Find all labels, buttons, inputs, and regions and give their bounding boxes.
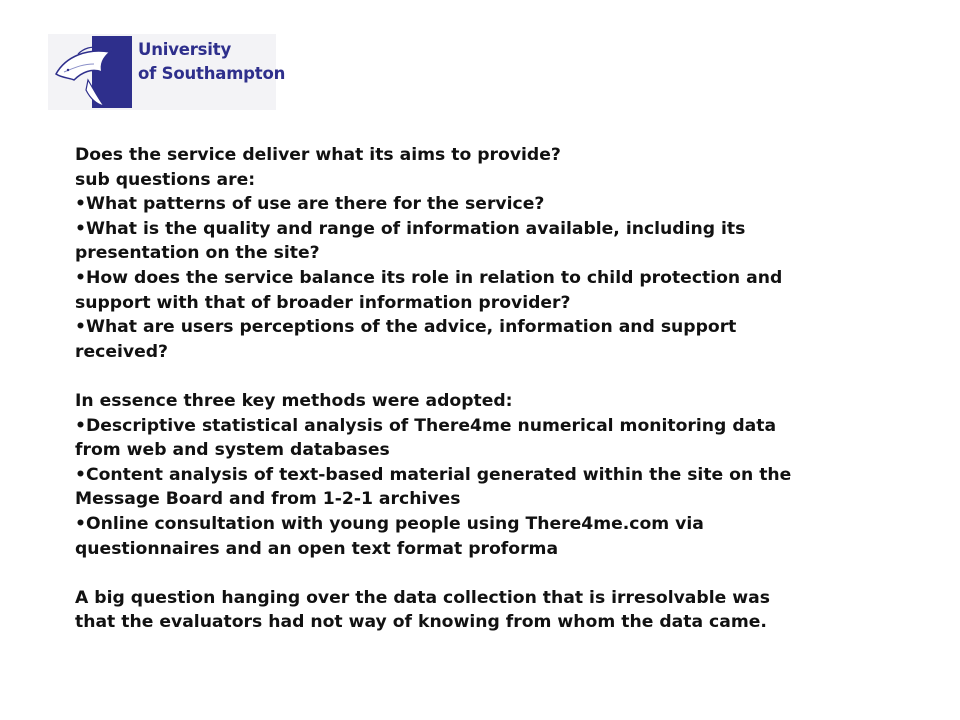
logo-line-southampton: of Southampton <box>138 64 286 83</box>
bullet-line: •Online consultation with young people using There4me.com via <box>75 513 704 534</box>
text-line: sub questions are: <box>75 169 256 190</box>
bullet-line: •Content analysis of text-based material generated within the site on the <box>75 464 792 485</box>
text-line: that the evaluators had not way of knowing from whom the data came. <box>75 612 767 633</box>
text-line: Does the service deliver what its aims to provide? <box>75 145 561 165</box>
text-line: received? <box>75 341 169 362</box>
university-logo <box>48 34 286 110</box>
text-line: A big question hanging over the data collection that is irresolvable was <box>75 587 770 608</box>
text-line: questionnaires and an open text format proforma <box>75 538 559 559</box>
slide-body-text <box>75 143 875 635</box>
logo-line-university: University <box>138 40 232 59</box>
bullet-line: •What is the quality and range of information available, including its <box>75 218 746 239</box>
dolphin-logo-icon <box>48 34 134 110</box>
text-line: support with that of broader information provider? <box>75 292 571 313</box>
text-line: In essence three key methods were adopted: <box>75 390 513 411</box>
text-line: presentation on the site? <box>75 243 320 264</box>
blank-line <box>75 364 875 389</box>
bullet-line: •How does the service balance its role in relation to child protection and <box>75 267 783 288</box>
text-line: from web and system databases <box>75 440 390 461</box>
text-line: Message Board and from 1-2-1 archives <box>75 489 461 510</box>
blank-line <box>75 561 875 586</box>
bullet-line: •What are users perceptions of the advice, information and support <box>75 317 737 338</box>
bullet-line: •What patterns of use are there for the service? <box>75 194 545 215</box>
bullet-line: •Descriptive statistical analysis of There4me numerical monitoring data <box>75 415 777 436</box>
